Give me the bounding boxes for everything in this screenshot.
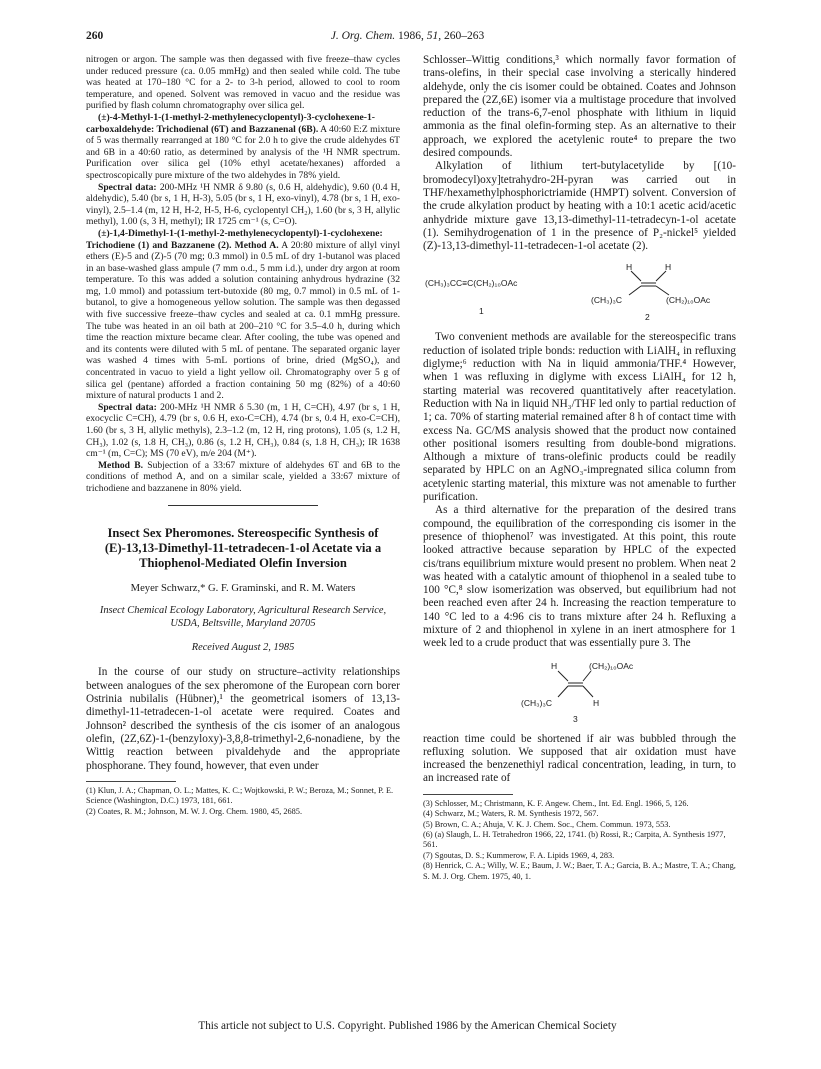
- structure-3: [423, 657, 736, 727]
- article-affiliation: Insect Chemical Ecology Laboratory, Agricultural Research Service, USDA, Beltsville, Maryland 20705: [99, 604, 387, 629]
- structure-2-number: 2: [645, 312, 650, 323]
- experimental-paragraph: nitrogen or argon. The sample was then degassed with five freeze–thaw cycles under reduced pressure (ca. 0.05 mmHg) and then sealed while cold. The tube was heated at 170–180 °C for a 2- to 3-h period, allowed to cool to room temperature, and opened. Solvent was removed in vacuo and the residue was purified by flash column chromatography over silica gel.: [86, 54, 400, 112]
- structure-1-number: 1: [479, 306, 484, 317]
- footnote-2: (2) Coates, R. M.; Johnson, M. W. J. Org. Chem. 1980, 45, 2685.: [86, 806, 303, 816]
- footnote-4: (4) Schwarz, M.; Waters, R. M. Synthesis 1972, 567.: [423, 809, 599, 819]
- structure-3-left-group: (CH₃)₃C: [521, 697, 552, 708]
- left-column: [86, 54, 400, 817]
- spectral-data-paragraph-1: [86, 182, 400, 228]
- section-divider: [168, 505, 318, 506]
- trichodiene-paragraph: [86, 228, 400, 402]
- structure-3-number: 3: [573, 713, 578, 724]
- journal-pages: 260–263: [444, 30, 485, 42]
- method-b-heading: Method B.: [98, 459, 144, 471]
- spectral-data-text-2: 200-MHz ¹H NMR δ 5.30 (m, 1 H, C=CH), 4.97 (br s, 1 H, exocyclic C=CH), 4.79 (br s, 0.6 H, exo-C=CH), 4.74 (br s, 0.4 H, exo-C=CH), 1.60 (br s, 3 H, allylic methyls), 2.3–1.2 (m, 12 H, ring protons), 1.05 (s, 1.2 H, CH₃), 1.02 (s, 1.8 H, CH₃), 0.86 (s, 1.2 H, CH₃), 0.84 (s, 1.8 H, CH₃); IR 1638 cm⁻¹ (m, C=C); MS (70 eV), m/e 204 (M⁺).: [86, 401, 400, 460]
- structure-3-h-top: H: [551, 660, 558, 671]
- copyright-footer: This article not subject to U.S. Copyright. Published 1986 by the American Chemical Society: [198, 1020, 617, 1032]
- structure-2-h-right: H: [665, 262, 672, 273]
- page-header: [86, 30, 729, 46]
- method-b-paragraph: [86, 460, 400, 495]
- structures-1-2: [423, 259, 736, 325]
- right-paragraph-5: reaction time could be shortened if air was bubbled through the refluxing solution. We supposed that air oxidation must have increased the benzenethiyl radical concentration, leading, in turn, to an increased rate of: [423, 732, 736, 785]
- structure-3-bonds: [423, 657, 736, 727]
- footnotes-left: [86, 786, 400, 817]
- spectral-data-heading-1: Spectral data:: [98, 181, 157, 193]
- right-paragraph-1: Schlosser–Wittig conditions,³ which normally favor formation of trans-olefins, in their special case involving a sterically hindered aldehyde, only the cis isomer could be obtained. Coates and Johnson prepared the (2Z,6E) isomer via a multistage procedure that involved reduction of the trans-6,7-enol phosphate with lithium in liquid ammonia as the final olefin-forming step. As an alternative to their approach, we explored the acetylenic route⁴ to prepare the two desired compounds.: [423, 54, 736, 160]
- structure-1-formula: (CH₃)₃CC≡C(CH₂)₁₀OAc: [425, 278, 518, 289]
- spectral-data-paragraph-2: [86, 402, 400, 460]
- journal-reference: [86, 30, 729, 42]
- right-paragraph-4: As a third alternative for the preparation of the desired trans compound, the equilibration of the corresponding cis isomer in the presence of thiophenol⁷ was investigated. At this point, this route looked attractive because separation by HPLC of the expected cis/trans equilibrium mixture would present no problem. When neat 2 was heated with a catalytic amount of thiophenol in a sealed tube to 100 °C,⁸ slow isomerization was observed, but equilibrium had not been reached even after 24 h. Increasing the reaction temperature to 140 °C led to a 4:96 cis to trans mixture after 24 h. Refluxing a mixture of 2 and thiophenol in xylene in an inert atmosphere for 1 week led to a crude product that was essentially pure 3. The: [423, 504, 736, 650]
- footnote-5: (5) Brown, C. A.; Ahuja, V. K. J. Chem. Soc., Chem. Commun. 1973, 553.: [423, 819, 671, 829]
- spectral-data-text-1: 200-MHz ¹H NMR δ 9.80 (s, 0.6 H, aldehydic), 9.60 (0.4 H, aldehydic), 5.40 (br s, 1 H, H-3), 5.05 (br s, 1 H, exo-vinyl), 4.78 (br s, 1 H, exo-vinyl), 2.5–1.4 (m, 12 H, H-2, H-5, H-6, cyclopentyl CH₂), 1.60 (br s, 3 H, allylic methyl), 1.00 (s, 3 H, methyl); IR 1725 cm⁻¹ (s, C=O).: [86, 181, 401, 228]
- structure-2-left-group: (CH₃)₃C: [591, 295, 622, 306]
- footnote-7: (7) Sgoutas, D. S.; Kummerow, F. A. Lipids 1969, 4, 283.: [423, 850, 615, 860]
- structure-2-bonds: [423, 259, 736, 325]
- footnote-3: (3) Schlosser, M.; Christmann, K. F. Angew. Chem., Int. Ed. Engl. 1966, 5, 126.: [423, 798, 689, 808]
- article-authors: Meyer Schwarz,* G. F. Graminski, and R. M. Waters: [130, 582, 356, 594]
- page-number: 260: [86, 30, 104, 42]
- footnote-6: (6) (a) Slaugh, L. H. Tetrahedron 1966, 22, 1741. (b) Rossi, R.; Carpita, A. Synthesis 1977, 561.: [423, 829, 726, 850]
- trichodienal-heading: (±)-4-Methyl-1-(1-methyl-2-methylenecyclopentyl)-3-cyclohexene-1-carboxaldehyde: Trichodienal (6T) and Bazzanenal (6B).: [86, 111, 375, 135]
- trichodienal-paragraph: [86, 112, 400, 182]
- right-column: [423, 54, 736, 882]
- article-title: Insect Sex Pheromones. Stereospecific Synthesis of (E)-13,13-Dimethyl-11-tetradecen-1-ol Acetate via a Thiophenol-Mediated Olefin Inversion: [104, 525, 382, 570]
- footnote-divider: [86, 781, 176, 782]
- received-date: Received August 2, 1985: [191, 642, 295, 654]
- trichodienal-text: A 40:60 E:Z mixture of 5 was thermally rearranged at 180 °C for 2.0 h to give the crude aldehydes 6T and 6B in a 40:60 ratio, as determined by analysis of the ¹H NMR spectrum. Purification over silica gel (10% ethyl acetate/hexanes) afforded a spectroscopically pure mixture of the two aldehydes in 78% yield.: [86, 123, 400, 181]
- trichodiene-text: A 20:80 mixture of allyl vinyl ethers (E)-5 and (Z)-5 (70 mg; 0.3 mmol) in 0.5 mL of dry 1-butanol was placed in an base-washed glass ampule (7 mm o.d., 5 mm i.d.), under dry argon at room temperature. To this was added a solution containing anhydrous hydrazine (32 mg, 1.0 mmol) and potassium tert-butoxide (80 mg, 0.7 mmol) in 0.5 mL of 1-butanol, to give a homogeneous yellow solution. The sample was then degassed with five successive freeze–thaw cycles and sealed at ca. 0.1 mmHg pressure. The tube was heated in an oil bath at 200–210 °C for 3.5–4.0 h, during which time the reaction mixture became clear. After cooling, the tube was opened and and its contents were diluted with 5 mL of pentane. The separated organic layer was washed 4 times with 5-mL portions of brine, dried (MgSO₄), and concentrated in vacuo to yield a light yellow oil. Chromatography over 5 g of silica gel (pentane) afforded a fraction containing 50 mg (82%) of a 40:60 mixture of natural products 1 and 2.: [86, 239, 400, 402]
- method-b-text: Subjection of a 33:67 mixture of aldehydes 6T and 6B to the conditions of method A, and on a similar scale, yielded a 33:67 mixture of trichodiene and bazzanene in 80% yield.: [86, 459, 401, 494]
- structure-3-h-bottom: H: [593, 697, 600, 708]
- footnotes-right: [423, 799, 736, 882]
- right-paragraph-2: Alkylation of lithium tert-butylacetylide by [(10-bromodecyl)oxy]tetrahydro-2H-pyran was carried out in THF/hexamethylphosphorictriamide (HMPT) solvent. Conversion of the crude alkylation product by heating with a 10:1 acetic acid/acetic anhydride mixture gave 13,13-dimethyl-11-tetradecyn-1-ol acetate (1). Semihydrogenation of 1 in the presence of P₂-nickel⁵ yielded (Z)-13,13-dimethyl-11-tetradecen-1-ol acetate (2).: [423, 160, 736, 253]
- journal-year: 1986,: [398, 30, 424, 42]
- intro-section: [86, 666, 400, 772]
- experimental-section: [86, 54, 400, 495]
- journal-volume: 51,: [426, 30, 442, 42]
- structure-3-right-group: (CH₂)₁₀OAc: [589, 660, 634, 671]
- footnote-8: (8) Henrick, C. A.; Willy, W. E.; Baum, J. W.; Baer, T. A.; Garcia, B. A.; Mastre, T. A.; Chang, S. M. J. Org. Chem. 1975, 40, 1.: [423, 861, 736, 881]
- structure-2-h-left: H: [626, 262, 633, 273]
- trichodiene-heading: (±)-1,4-Dimethyl-1-(1-methyl-2-methylenecyclopentyl)-1-cyclohexene: Trichodiene (1) and Bazzanene (2). Method A.: [86, 227, 383, 251]
- footnote-divider-right: [423, 794, 513, 795]
- structure-2-right-group: (CH₂)₁₀OAc: [666, 295, 711, 306]
- right-paragraph-3: Two convenient methods are available for the stereospecific trans reduction of isolated triple bonds: reduction with LiAlH₄ in refluxing diglyme;⁶ reduction with Na in liquid ammonia/THF.⁴ However, when 1 was refluxing in diglyme with excess LiAlH₄ for 12 h, starting material was recovered quantitatively after reacetylation. Reduction with Na in liquid NH₃/THF led only to partial reduction of 1; ca. 70% of starting material remained after 8 h of contact time with excess Na. GC/MS analysis showed that the product now contained other positional isomers resulting from double-bond migrations. Although a mixture of trans-olefinic products could be readily separated by HPLC on an AgNO₃-impregnated silica column from acetylenic starting material, this mixture was not amenable to further purification.: [423, 331, 736, 504]
- journal-name: J. Org. Chem.: [330, 30, 396, 42]
- intro-paragraph: In the course of our study on structure–activity relationships between analogues of the sex pheromone of the European corn borer Ostrinia nubilalis (Hübner),¹ the geometrical isomers of 13,13-dimethyl-11-tetradecen-1-ol acetate were required. Coates and Johnson² described the synthesis of the cis isomer of an analogous olefin, (2Z,6Z)-1-(benzyloxy)-3,8,8-trimethyl-2,6-nonadiene, by the Wittig reaction between pivaldehyde and the appropriate phosphorane. They found, however, that even under: [86, 666, 400, 772]
- footnote-1: (1) Klun, J. A.; Chapman, O. L.; Mattes, K. C.; Wojtkowski, P. W.; Beroza, M.; Sonnet, P. E. Science (Washington, D.C.) 1973, 181, 661.: [86, 785, 394, 806]
- spectral-data-heading-2: Spectral data:: [98, 401, 157, 413]
